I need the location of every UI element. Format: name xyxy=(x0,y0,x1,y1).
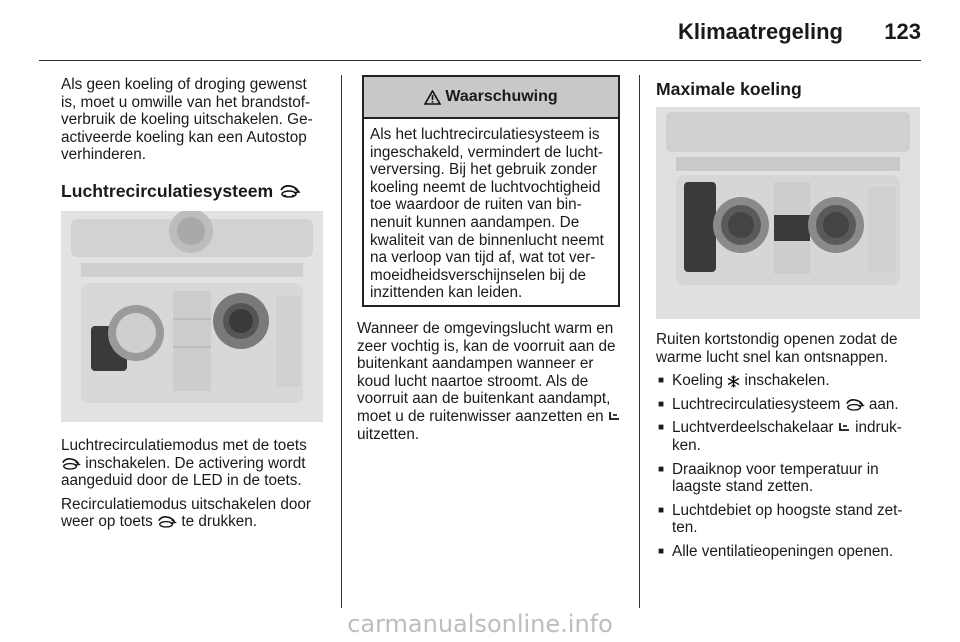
list-item-text: Luchtverdeelschakelaar xyxy=(672,419,834,437)
recirculation-icon xyxy=(279,185,301,198)
warning-text: Als het luchtrecirculatiesysteem is ingeschakeld, vermindert de lucht-verversing. Bij het gebruik zonder koeling neemt de luchtvochtigheid toe waardoor de ruiten van bin-nenuit kunnen aandampen. De kwaliteit van de binnenlucht neemt na verloop van tijd af, wat tot ver-moeidheidsverschijnselen bij de inzittenden kan leiden. xyxy=(370,126,604,302)
warning-box xyxy=(362,75,620,307)
recirc-paragraph-1-end: inschakelen. De activering wordt aangeduid door de LED in de toets. xyxy=(61,454,306,490)
fogging-paragraph-end: uitzetten. xyxy=(357,425,420,443)
list-item-text: Alle ventilatieopeningen openen. xyxy=(672,542,894,560)
warning-title: Waarschuwing xyxy=(445,88,558,105)
left-column xyxy=(61,76,326,202)
recirculation-icon xyxy=(845,399,865,411)
max-cooling-heading: Maximale koeling xyxy=(656,79,802,99)
list-item-text: Koeling xyxy=(672,372,724,390)
page-header-title: Klimaatregeling xyxy=(677,19,843,44)
list-item xyxy=(656,372,924,390)
max-cooling-illustration xyxy=(656,107,920,319)
snowflake-icon xyxy=(727,375,740,388)
climate-panel-photo xyxy=(61,211,323,422)
max-cooling-intro: Ruiten kortstondig openen zodat de warme lucht snel kan ontsnappen. xyxy=(656,331,898,366)
list-item-text-end: inschakelen. xyxy=(744,372,830,390)
list-item xyxy=(656,502,924,537)
warning-header xyxy=(364,77,618,119)
air-distribution-icon xyxy=(838,422,851,434)
recirculation-icon xyxy=(61,458,81,470)
list-item xyxy=(656,396,924,414)
list-item xyxy=(656,543,924,561)
header-rule xyxy=(39,60,921,61)
middle-column-lower xyxy=(357,320,625,443)
list-item-text: Luchtdebiet op hoogste stand zet-ten. xyxy=(672,501,903,537)
column-divider xyxy=(639,75,640,608)
recirculation-icon xyxy=(157,516,177,528)
list-item xyxy=(656,461,924,496)
warning-triangle-icon xyxy=(424,90,441,105)
max-cooling-steps xyxy=(656,372,924,560)
recirc-paragraph-2-end: te drukken. xyxy=(181,513,258,531)
right-column-heading xyxy=(656,79,924,100)
right-column-body xyxy=(656,331,924,567)
recirc-paragraph-1-start: Luchtrecirculatiemodus met de toets xyxy=(61,437,307,454)
list-item xyxy=(656,419,924,454)
fogging-paragraph-text: Wanneer de omgevingslucht warm en zeer vochtig is, kan de voorruit aan de buitenkant aandampen wanneer er koud lucht naartoe stroomt. Als de voorruit aan de buitenkant aandampt, moet u de ruitenwisser aanzetten en xyxy=(357,320,616,425)
page-number: 123 xyxy=(884,19,921,44)
climate-panel-illustration xyxy=(61,211,323,422)
fogging-paragraph xyxy=(357,320,625,443)
list-item-text: Luchtrecirculatiesysteem xyxy=(672,395,841,413)
air-distribution-icon xyxy=(608,411,621,423)
left-column-lower xyxy=(61,437,326,531)
recirc-paragraph-2 xyxy=(61,496,326,531)
section-heading xyxy=(61,181,326,202)
recirc-paragraph-2-start: Recirculatiemodus uitschakelen door weer op toets xyxy=(61,495,311,531)
section-heading-text: Luchtrecirculatiesysteem xyxy=(61,180,274,201)
recirc-paragraph-1 xyxy=(61,437,326,490)
intro-paragraph: Als geen koeling of droging gewenst is, moet u omwille van het brandstof-verbruik de koeling uitschakelen. Ge-activeerde koeling kan een Autostop verhinderen. xyxy=(61,76,313,164)
max-cooling-panel-photo xyxy=(656,107,920,319)
list-item-text-end: aan. xyxy=(868,395,899,413)
list-item-text: Draaiknop voor temperatuur in laagste stand zetten. xyxy=(672,460,879,496)
column-divider xyxy=(341,75,342,608)
list-item-text-end: indruk-ken. xyxy=(672,419,902,454)
watermark: carmanualsonline.info xyxy=(347,610,613,638)
